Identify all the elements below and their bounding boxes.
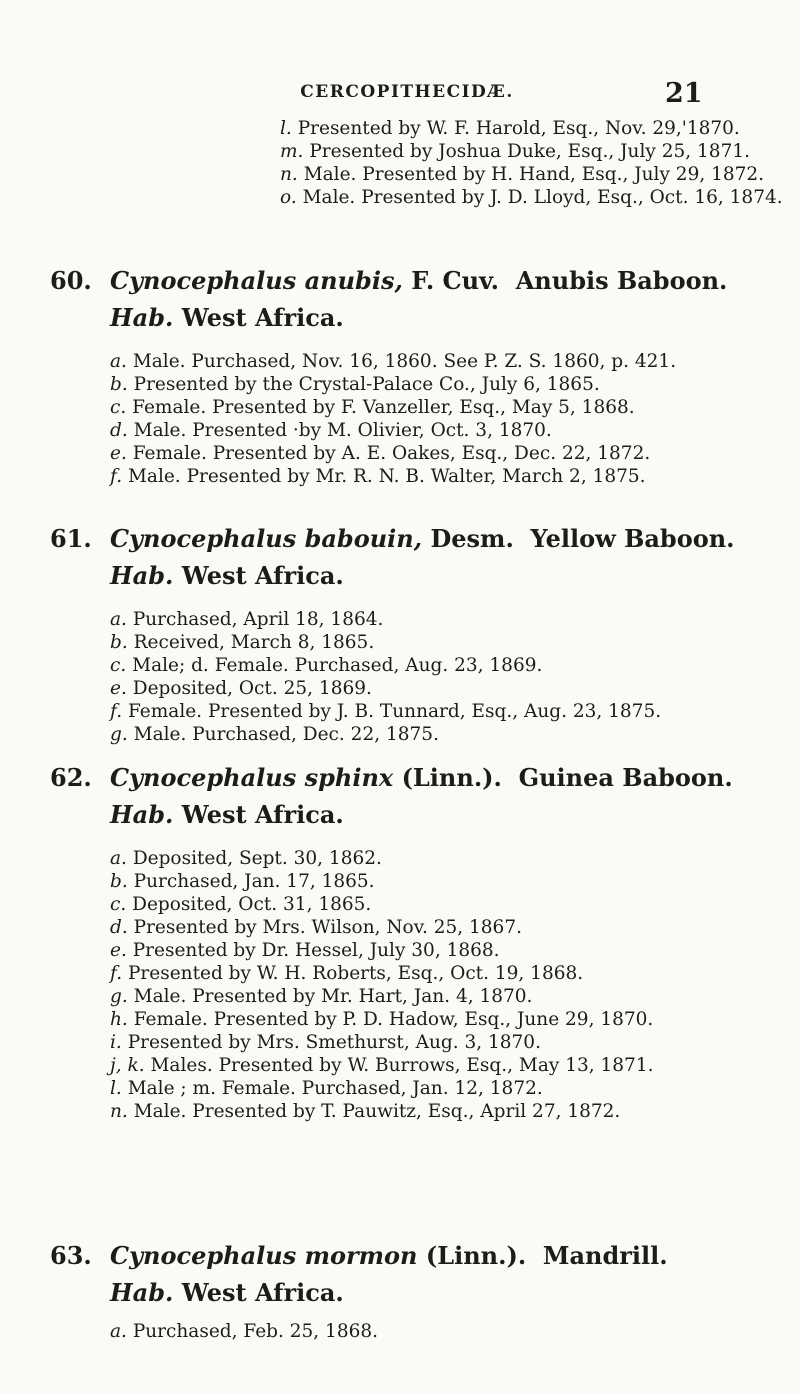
habitat-line — [0, 303, 800, 333]
species-number: 63. — [50, 1241, 92, 1270]
entry-text: Purchased, April 18, 1864. — [132, 609, 384, 630]
list-item — [110, 962, 800, 985]
list-item — [110, 396, 800, 419]
species-entry-anubis — [0, 266, 800, 488]
hab-label: Hab. — [110, 303, 174, 332]
list-item — [110, 1100, 800, 1123]
list-item — [110, 1008, 800, 1031]
entry-letter: o. — [280, 187, 297, 208]
entry-letter: g. — [110, 724, 128, 745]
entry-text: Female. Presented by P. D. Hadow, Esq., June 29, 1870. — [133, 1009, 654, 1030]
list-item — [110, 1077, 800, 1100]
entry-text: Female. Presented by F. Vanzeller, Esq., May 5, 1868. — [132, 397, 635, 418]
scientific-name: Cynocephalus mormon — [110, 1241, 418, 1270]
species-entry-mormon — [0, 1241, 800, 1343]
entry-text: Male; d. Female. Purchased, Aug. 23, 1869. — [132, 655, 543, 676]
running-head: CERCOPITHECIDÆ. — [300, 82, 514, 102]
list-item — [110, 373, 800, 396]
list-item — [110, 1031, 800, 1054]
entry-letter: h. — [110, 1009, 128, 1030]
entry-letter: d. — [110, 917, 128, 938]
species-heading — [0, 763, 800, 793]
specimen-list — [0, 847, 800, 1123]
entry-letter: l. — [280, 118, 292, 139]
list-item — [110, 419, 800, 442]
entry-text: Male. Presented by T. Pauwitz, Esq., April 27, 1872. — [133, 1101, 621, 1122]
authority: Desm. — [430, 524, 514, 553]
entry-letter: n. — [110, 1101, 128, 1122]
entry-text: Female. Presented by J. B. Tunnard, Esq., Aug. 23, 1875. — [127, 701, 662, 722]
scientific-name: Cynocephalus anubis, — [110, 266, 403, 295]
entry-letter: a. — [110, 351, 127, 372]
habitat: West Africa. — [181, 561, 344, 590]
continued-entries — [0, 117, 800, 209]
entry-text: Deposited, Sept. 30, 1862. — [132, 848, 382, 869]
authority: (Linn.). — [401, 763, 502, 792]
authority: F. Cuv. — [411, 266, 499, 295]
page-header — [0, 78, 800, 112]
list-item — [110, 700, 800, 723]
entry-letter: l. — [110, 1078, 122, 1099]
entry-letter: e. — [110, 443, 127, 464]
list-item — [110, 870, 800, 893]
species-number: 60. — [50, 266, 92, 295]
entry-text: Male. Presented by Mr. R. N. B. Walter, March 2, 1875. — [127, 466, 646, 487]
list-item — [110, 916, 800, 939]
entry-text: Males. Presented by W. Burrows, Esq., May 13, 1871. — [150, 1055, 654, 1076]
common-name: Guinea Baboon. — [518, 763, 733, 792]
species-number: 61. — [50, 524, 92, 553]
entry-text: Presented by W. H. Roberts, Esq., Oct. 19, 1868. — [127, 963, 584, 984]
common-name: Yellow Baboon. — [530, 524, 735, 553]
list-item — [110, 677, 800, 700]
list-item — [110, 847, 800, 870]
entry-text: Male. Presented ·by M. Olivier, Oct. 3, 1870. — [133, 420, 552, 441]
page-number: 21 — [665, 78, 703, 109]
entry-text: Male. Presented by H. Hand, Esq., July 29, 1872. — [303, 164, 765, 185]
entry-text: Male. Purchased, Nov. 16, 1860. See P. Z. S. 1860, p. 421. — [132, 351, 677, 372]
entry-letter: c. — [110, 397, 127, 418]
entry-text: Female. Presented by A. E. Oakes, Esq., Dec. 22, 1872. — [132, 443, 651, 464]
entry-letter: e. — [110, 678, 127, 699]
entry-letter: b. — [110, 374, 128, 395]
list-item — [110, 608, 800, 631]
specimen-list — [0, 1320, 800, 1343]
species-entry-sphinx — [0, 763, 800, 1123]
entry-letter: c. — [110, 894, 127, 915]
list-item — [110, 985, 800, 1008]
entry-text: Presented by W. F. Harold, Esq., Nov. 29,'1870. — [297, 118, 740, 139]
entry-letter: m. — [280, 141, 304, 162]
list-item — [0, 140, 800, 163]
entry-letter: a. — [110, 609, 127, 630]
habitat: West Africa. — [181, 1278, 344, 1307]
entry-text: Purchased, Jan. 17, 1865. — [133, 871, 375, 892]
common-name: Anubis Baboon. — [515, 266, 728, 295]
entry-text: Male. Presented by J. D. Lloyd, Esq., Oct. 16, 1874. — [302, 187, 783, 208]
entry-letter: f. — [110, 963, 123, 984]
entry-letter: a. — [110, 1321, 127, 1342]
entry-letter: b. — [110, 632, 128, 653]
hab-label: Hab. — [110, 1278, 174, 1307]
hab-label: Hab. — [110, 800, 174, 829]
entry-letter: i. — [110, 1032, 122, 1053]
entry-text: Male ; m. Female. Purchased, Jan. 12, 1872. — [127, 1078, 543, 1099]
list-item — [0, 186, 800, 209]
list-item — [0, 117, 800, 140]
list-item — [110, 350, 800, 373]
hab-label: Hab. — [110, 561, 174, 590]
habitat-line — [0, 561, 800, 591]
entry-letter: b. — [110, 871, 128, 892]
list-item — [110, 1054, 800, 1077]
entry-letter: c. — [110, 655, 127, 676]
entry-letter: g. — [110, 986, 128, 1007]
entry-letter: e. — [110, 940, 127, 961]
entry-text: Presented by Dr. Hessel, July 30, 1868. — [132, 940, 500, 961]
specimen-list — [0, 350, 800, 488]
list-item — [110, 939, 800, 962]
species-heading — [0, 524, 800, 554]
list-item — [110, 654, 800, 677]
species-entry-babouin — [0, 524, 800, 746]
entry-text: Presented by the Crystal-Palace Co., July 6, 1865. — [133, 374, 600, 395]
habitat-line — [0, 1278, 800, 1308]
entry-text: Male. Presented by Mr. Hart, Jan. 4, 1870. — [133, 986, 533, 1007]
entry-letter: j, k. — [110, 1055, 145, 1076]
specimen-list — [0, 608, 800, 746]
species-heading — [0, 266, 800, 296]
scientific-name: Cynocephalus sphinx — [110, 763, 394, 792]
entry-text: Presented by Mrs. Wilson, Nov. 25, 1867. — [133, 917, 522, 938]
habitat: West Africa. — [181, 303, 344, 332]
entry-text: Received, March 8, 1865. — [133, 632, 375, 653]
habitat: West Africa. — [181, 800, 344, 829]
entry-text: Purchased, Feb. 25, 1868. — [132, 1321, 379, 1342]
list-item — [110, 1320, 800, 1343]
species-number: 62. — [50, 763, 92, 792]
list-item — [0, 163, 800, 186]
authority: (Linn.). — [425, 1241, 527, 1270]
list-item — [110, 465, 800, 488]
list-item — [110, 631, 800, 654]
list-item — [110, 442, 800, 465]
common-name: Mandrill. — [542, 1241, 668, 1270]
entry-letter: d. — [110, 420, 128, 441]
species-heading — [0, 1241, 800, 1271]
entry-text: Male. Purchased, Dec. 22, 1875. — [133, 724, 439, 745]
habitat-line — [0, 800, 800, 830]
entry-text: Presented by Mrs. Smethurst, Aug. 3, 1870. — [127, 1032, 541, 1053]
list-item — [110, 893, 800, 916]
entry-text: Deposited, Oct. 25, 1869. — [132, 678, 372, 699]
scientific-name: Cynocephalus babouin, — [110, 524, 423, 553]
entry-text: Deposited, Oct. 31, 1865. — [132, 894, 372, 915]
entry-letter: n. — [280, 164, 298, 185]
entry-letter: a. — [110, 848, 127, 869]
entry-letter: f. — [110, 466, 123, 487]
entry-letter: f. — [110, 701, 123, 722]
list-item — [110, 723, 800, 746]
entry-text: Presented by Joshua Duke, Esq., July 25, 1871. — [309, 141, 750, 162]
